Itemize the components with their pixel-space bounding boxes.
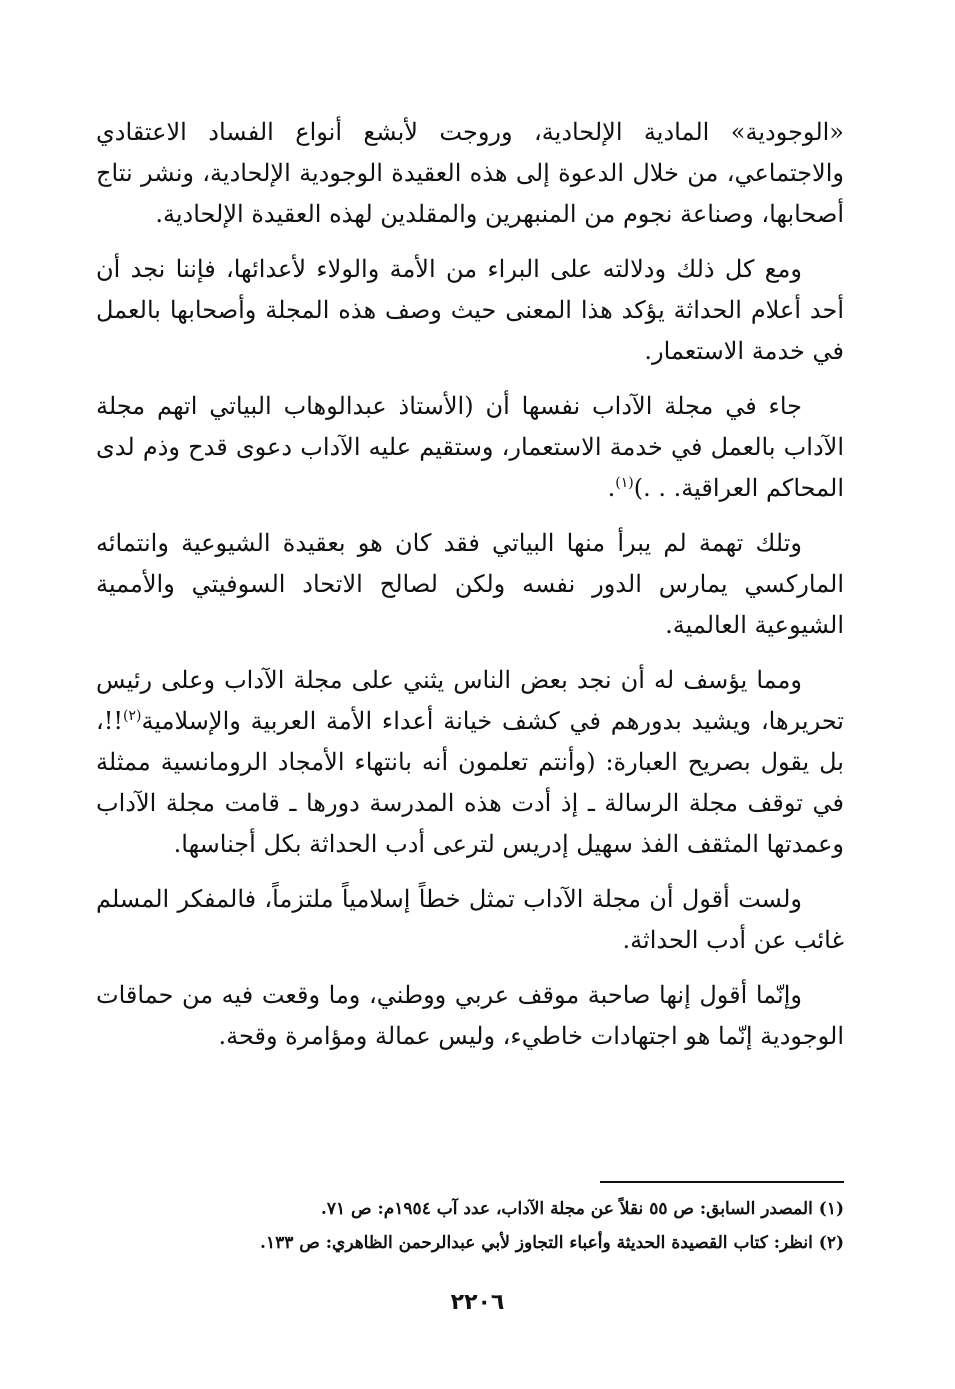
paragraph-5-text: ومما يؤسف له أن نجد بعض الناس يثني على مجلة الآداب وعلى رئيس تحريرها، ويشيد بدورهم في كشف خيانة أعداء الأمة العربية والإسلامية: [96, 666, 844, 735]
footnote-separator: [600, 1181, 844, 1183]
paragraph-5: [96, 660, 844, 865]
footnote-1-number: (١): [818, 1199, 844, 1219]
page-number: ٢٢٠٦: [450, 1290, 505, 1315]
footnote-2-text: انظر: كتاب القصيدة الحديثة وأعباء التجاوز لأبي عبدالرحمن الظاهري: ص ١٣٣.: [260, 1233, 813, 1253]
paragraph-1: «الوجودية» المادية الإلحادية، وروجت لأبشع أنواع الفساد الاعتقادي والاجتماعي، من خلال الدعوة إلى هذه العقيدة الوجودية الإلحادية، ونشر نتاج أصحابها، وصناعة نجوم من المنبهرين والمقلدين لهذه العقيدة الإلحادية.: [96, 118, 844, 228]
paragraph-3-end: .: [607, 474, 616, 502]
paragraph-3: [96, 386, 844, 509]
footnote-1-text: المصدر السابق: ص ٥٥ نقلاً عن مجلة الآداب، عدد آب ١٩٥٤م: ص ٧١.: [320, 1199, 813, 1219]
footnotes: [96, 1192, 844, 1260]
footnote-ref-1: (١): [615, 475, 634, 491]
footnote-ref-2: (٢): [123, 708, 142, 724]
main-text: [96, 112, 844, 1071]
paragraph-5-rest: !!، بل يقول بصريح العبارة: (وأنتم تعلمون أنه بانتهاء الأمجاد الرومانسية ممثلة في توقف مجلة الرسالة ـ إذ أدت هذه المدرسة دورها ـ قامت مجلة الآداب وعمدتها المثقف الفذ سهيل إدريس لترعى أدب الحداثة بكل أجناسها.: [96, 707, 844, 858]
footnote-2-number: (٢): [818, 1233, 844, 1253]
paragraph-4: وتلك تهمة لم يبرأ منها البياتي فقد كان هو بعقيدة الشيوعية وانتمائه الماركسي يمارس الدور نفسه ولكن لصالح الاتحاد السوفيتي والأممية الشيوعية العالمية.: [96, 529, 844, 639]
paragraph-2: ومع كل ذلك ودلالته على البراء من الأمة والولاء لأعدائها، فإننا نجد أن أحد أعلام الحداثة يؤكد هذا المعنى حيث وصف هذه المجلة وأصحابها بالعمل في خدمة الاستعمار.: [96, 255, 844, 365]
footnote-2: [96, 1226, 844, 1260]
footnote-1: [96, 1192, 844, 1226]
paragraph-7: وإنّما أقول إنها صاحبة موقف عربي ووطني، وما وقعت فيه من حماقات الوجودية إنّما هو اجتهادات خاطيء، وليس عمالة ومؤامرة وقحة.: [96, 981, 844, 1050]
paragraph-6: ولست أقول أن مجلة الآداب تمثل خطاً إسلامياً ملتزماً، فالمفكر المسلم غائب عن أدب الحداثة.: [96, 885, 844, 954]
paragraph-3-text: جاء في مجلة الآداب نفسها أن (الأستاذ عبدالوهاب البياتي اتهم مجلة الآداب بالعمل في خدمة الاستعمار، وستقيم عليه الآداب دعوى قدح وذم لدى المحاكم العراقية. . .): [96, 392, 844, 502]
